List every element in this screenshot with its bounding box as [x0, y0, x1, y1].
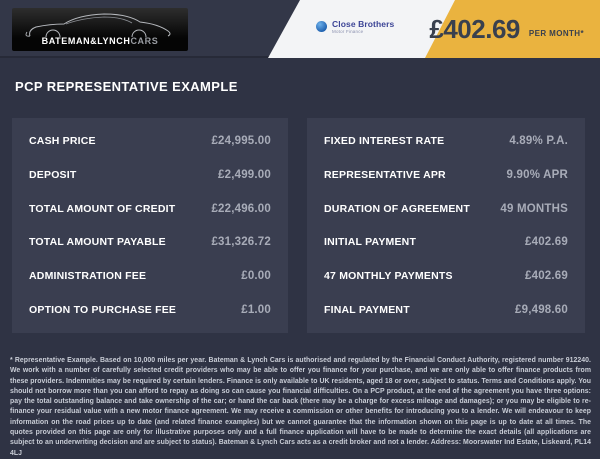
row-label: FINAL PAYMENT [324, 304, 410, 317]
row-label: CASH PRICE [29, 134, 96, 147]
monthly-price-suffix: PER MONTH* [528, 29, 584, 38]
table-row [12, 304, 288, 316]
dealer-name-light: CARS [130, 36, 159, 46]
row-label: TOTAL AMOUNT PAYABLE [29, 236, 166, 249]
monthly-price-value: £402.69 [429, 13, 520, 44]
row-label: ADMINISTRATION FEE [29, 270, 147, 283]
header-band [0, 0, 600, 58]
monthly-price-badge [429, 0, 584, 58]
table-row [12, 236, 288, 248]
row-value: £31,326.72 [211, 236, 271, 249]
row-value: £402.69 [525, 270, 568, 283]
row-value: 49 MONTHS [500, 202, 568, 215]
row-value: £0.00 [241, 270, 271, 283]
close-brothers-logo [316, 20, 394, 35]
row-label: FIXED INTEREST RATE [324, 134, 445, 147]
row-value: 4.89% P.A. [509, 134, 568, 147]
table-row [307, 304, 585, 316]
close-brothers-name: Close Brothers [332, 19, 395, 29]
table-row [12, 270, 288, 282]
table-row [307, 236, 585, 248]
row-value: £402.69 [525, 236, 568, 249]
dealer-name-bold: BATEMAN&LYNCH [41, 36, 131, 46]
row-label: DEPOSIT [29, 168, 77, 181]
table-row [12, 169, 288, 181]
row-label: INITIAL PAYMENT [324, 236, 417, 249]
row-label: TOTAL AMOUNT OF CREDIT [29, 202, 176, 215]
row-value: 9.90% APR [506, 168, 568, 181]
table-row [307, 135, 585, 147]
dealer-logo [12, 8, 188, 51]
row-value: £24,995.00 [211, 134, 271, 147]
row-value: £1.00 [241, 304, 271, 317]
close-brothers-subtitle: Motor Finance [332, 29, 364, 34]
row-value: £9,498.60 [515, 304, 568, 317]
table-row [307, 169, 585, 181]
finance-panel-right [307, 118, 585, 333]
row-value: £2,499.00 [218, 168, 271, 181]
row-label: DURATION OF AGREEMENT [324, 202, 470, 215]
table-row [307, 203, 585, 215]
disclaimer-text: * Representative Example. Based on 10,000 miles per year. Bateman & Lynch Cars is authorised and regulated by the Financial Conduct Authority, registered number 912240. We work with a number of carefully selected credit providers who may be able to offer you finance for your purchase, and we are only able to offer finance products from these providers. Indemnities may be required by certain lenders. Finance is only available to UK residents, aged 18 or over, subject to status. Terms and Conditions apply. You should not borrow more than you can afford to repay as doing so can cause you financial difficulties. On a PCP product, at the end of the agreement you have three options: pay the total outstanding balance and take ownership of the car; or hand the car back (there may be a charge for excess mileage and damages); or you may be eligible to re-finance your residual value with a new motor finance agreement. We may receive a commission or other benefits for introducing you to a lender. We will endeavour to keep information on the road prices up to date (and related finance examples) but we cannot guarantee that the information shown on this page is up to date at all times. The quotes provided on this page are only for illustrative purposes only and a full finance application will have to be made to determine the exact details (all applications are subject to an underwriting decision and are subject to status). Bateman & Lynch Cars acts as a credit broker and not a lender. Address: Moorswater Ind Estate, Liskeard, PL14 4LJ [10, 357, 591, 457]
finance-panel-left [12, 118, 288, 333]
table-row [12, 203, 288, 215]
row-label: 47 MONTHLY PAYMENTS [324, 270, 453, 283]
page-title: PCP REPRESENTATIVE EXAMPLE [15, 79, 238, 94]
close-brothers-icon [316, 21, 327, 32]
row-label: OPTION TO PURCHASE FEE [29, 304, 177, 317]
table-row [12, 135, 288, 147]
dealer-logo-text [12, 36, 188, 46]
row-label: REPRESENTATIVE APR [324, 168, 446, 181]
table-row [307, 270, 585, 282]
row-value: £22,496.00 [211, 202, 271, 215]
